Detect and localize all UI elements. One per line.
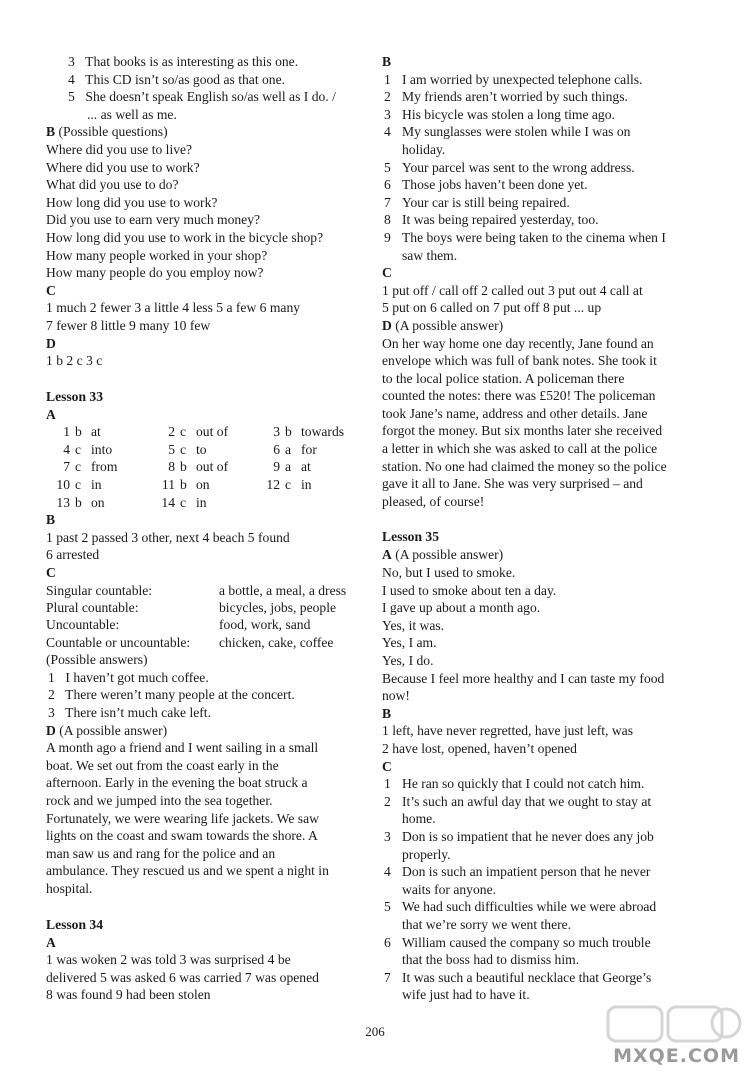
item-number: 7 (63, 459, 70, 475)
answer-line: 1 was woken 2 was told 3 was surprised 4 be (46, 952, 291, 968)
section-heading: D (46, 722, 56, 738)
list-item (382, 881, 712, 899)
section-heading: A (46, 934, 56, 950)
question-line: Where did you use to live? (46, 141, 193, 157)
item-letter: b (180, 477, 187, 493)
item-text: saw them. (402, 247, 458, 263)
item-text: Your car is still being repaired. (402, 194, 570, 210)
item-letter (285, 494, 301, 512)
question-line: How long did you use to work? (46, 194, 218, 210)
section-note: (Possible questions) (58, 124, 168, 140)
item-number: 7 (384, 969, 391, 985)
answer-line: 1 b 2 c 3 c (46, 353, 103, 369)
item-number: 6 (384, 934, 391, 950)
answer-line: delivered 5 was asked 6 was carried 7 was opened (46, 969, 319, 985)
list-item (382, 194, 712, 212)
lesson-34-title: Lesson 34 (46, 916, 104, 932)
list-item (382, 211, 712, 229)
section-heading: D (382, 317, 392, 333)
item-number: 11 (161, 477, 175, 493)
question-line: How many people do you employ now? (46, 265, 264, 281)
item-number: 8 (168, 459, 175, 475)
item-text: I am worried by unexpected telephone calls. (402, 71, 643, 87)
item-number (258, 494, 285, 512)
list-item (382, 828, 712, 846)
list-item: 1 I haven’t got much coffee. (48, 669, 209, 685)
table-row: Countable or uncountable: chicken, cake, coffee (46, 634, 334, 650)
answer-line: 1 past 2 passed 3 other, next 4 beach 5 found (46, 529, 290, 545)
answer-line: 6 arrested (46, 547, 100, 563)
item-letter: b (180, 459, 187, 475)
item-word: from (91, 459, 118, 475)
item-text: Don is so impatient that he never does any job (402, 828, 654, 844)
question-line: How long did you use to work in the bicycle shop? (46, 229, 324, 245)
list-item: 3 That books is as interesting as this one. (68, 54, 299, 69)
list-item (382, 916, 712, 934)
item-text: It’s such an awful day that we ought to stay at (402, 793, 652, 809)
question-line: What did you use to do? (46, 177, 179, 193)
item-text: It was being repaired yesterday, too. (402, 212, 599, 228)
item-number: 5 (168, 441, 175, 457)
list-item (382, 141, 712, 159)
item-word: out of (196, 459, 229, 475)
item-number: 1 (384, 776, 391, 792)
item-text: It was such a beautiful necklace that George’s (402, 969, 652, 985)
answer-line: Because I feel more healthy and I can taste my food (382, 670, 665, 686)
list-item (382, 159, 712, 177)
section-heading: B (382, 54, 392, 69)
section-heading: A (46, 406, 56, 422)
item-number: 2 (384, 793, 391, 809)
table-row: Singular countable: a bottle, a meal, a dress (46, 582, 347, 598)
list-item (382, 810, 712, 828)
list-item (382, 176, 712, 194)
item-word: at (301, 459, 311, 475)
item-word (301, 494, 363, 512)
item-text: home. (402, 811, 436, 827)
question-line: Where did you use to work? (46, 159, 200, 175)
table-row: Uncountable: food, work, sand (46, 617, 311, 633)
item-word: for (301, 441, 317, 457)
table-row (48, 494, 363, 512)
item-word: to (196, 441, 207, 457)
lesson-33-title: Lesson 33 (46, 388, 104, 404)
item-number: 1 (384, 71, 391, 87)
item-letter: c (180, 494, 187, 510)
item-word: towards (301, 424, 345, 440)
watermark-text: MXQE.COM (613, 1045, 740, 1067)
section-heading: A (382, 547, 392, 563)
item-letter: b (75, 424, 82, 440)
item-word: on (196, 477, 210, 493)
lesson-34-d-paragraph: On her way home one day recently, Jane found an envelope which was full of bank notes. She took it to the local police station. A policeman there counted the notes: there was £520! The policeman took Jane’s name, address and other details. Jane forgot the money. But six months later she received a letter in which she was asked to call at the police station. No one had claimed the money so the police gave it all to Jane. She was very surprised – and pleased, of course! (382, 335, 667, 509)
list-item (382, 951, 712, 969)
lesson-35-title: Lesson 35 (382, 529, 440, 545)
lesson-33-d-paragraph: A month ago a friend and I went sailing in a small boat. We set out from the coast early in the afternoon. Early in the evening the boat struck a rock and we jumped into the sea together. Fortunately, we were wearing life jackets. We saw lights on the coast and swam towards the shore. A man saw us and rang for the police and an ambulance. They rescued us and we spent a night in hospital. (46, 740, 329, 896)
list-item (382, 71, 712, 89)
section-heading: D (46, 335, 56, 351)
lesson-32-b (46, 123, 364, 281)
item-word: on (91, 494, 105, 510)
page-number: 206 (365, 1024, 385, 1039)
item-letter: a (285, 459, 292, 475)
item-text: that we’re sorry we went there. (402, 916, 572, 932)
answer-line: No, but I used to smoke. (382, 565, 516, 581)
left-column (46, 53, 364, 1004)
lesson-32-d (46, 335, 364, 370)
item-text: holiday. (402, 141, 446, 157)
lesson-34-b-list (382, 71, 712, 265)
right-column (382, 53, 712, 1004)
item-text: My sunglasses were stolen while I was on (402, 124, 631, 140)
section-note: (A possible answer) (59, 722, 168, 738)
section-heading: C (46, 565, 56, 581)
item-letter: c (180, 424, 187, 440)
answer-line: 2 have lost, opened, haven’t opened (382, 740, 577, 756)
answer-line: 5 put on 6 called on 7 put off 8 put ... up (382, 300, 602, 316)
item-number: 2 (168, 424, 175, 440)
item-number: 13 (56, 494, 70, 510)
item-text: The boys were being taken to the cinema when I (402, 229, 666, 245)
item-text: that the boss had to dismiss him. (402, 952, 580, 968)
item-number: 3 (384, 828, 391, 844)
item-text: waits for anyone. (402, 881, 496, 897)
lesson-32-c (46, 282, 364, 335)
answer-line: 8 was found 9 had been stolen (46, 987, 211, 1003)
section-heading: C (382, 265, 392, 281)
list-item: ... as well as me. (87, 106, 177, 122)
item-number: 9 (384, 229, 391, 245)
section-heading: B (46, 512, 56, 528)
section-note: (Possible answers) (46, 652, 148, 668)
answer-line: 1 much 2 fewer 3 a little 4 less 5 a few 6 many (46, 300, 301, 316)
item-number: 5 (384, 159, 391, 175)
item-text: His bicycle was stolen a long time ago. (402, 106, 615, 122)
item-text: He ran so quickly that I could not catch him. (402, 776, 645, 792)
table-row (48, 458, 363, 476)
item-letter: b (285, 424, 292, 440)
list-item: 4 This CD isn’t so/as good as that one. (68, 71, 286, 87)
item-letter: c (75, 459, 82, 475)
answer-line: Yes, it was. (382, 617, 445, 633)
item-number: 1 (63, 424, 70, 440)
answer-line: Yes, I do. (382, 653, 434, 668)
list-item (382, 88, 712, 106)
item-text: Those jobs haven’t been done yet. (402, 177, 588, 193)
list-item (382, 986, 712, 1004)
section-note: (A possible answer) (395, 547, 504, 563)
table-row (48, 476, 363, 494)
answer-line: 7 fewer 8 little 9 many 10 few (46, 317, 211, 333)
item-text: properly. (402, 846, 451, 862)
item-number: 4 (384, 124, 391, 140)
list-item (382, 934, 712, 952)
lesson-35-c-list (382, 775, 712, 1004)
section-note: (A possible answer) (395, 317, 504, 333)
item-word: into (91, 441, 113, 457)
list-item: 5 She doesn’t speak English so/as well as I do. / (68, 89, 336, 105)
section-heading: C (46, 282, 56, 298)
question-line: How many people worked in your shop? (46, 247, 268, 263)
item-letter: a (285, 441, 292, 457)
item-number: 4 (63, 441, 70, 457)
item-text: Don is such an impatient person that he never (402, 864, 651, 880)
answer-line: now! (382, 688, 410, 704)
list-item (382, 123, 712, 141)
item-number: 8 (384, 212, 391, 228)
item-letter: c (75, 441, 82, 457)
item-number: 14 (161, 494, 175, 510)
item-number: 10 (56, 477, 70, 493)
list-item (382, 247, 712, 265)
item-word: in (301, 477, 312, 493)
list-item (382, 969, 712, 987)
item-number: 7 (384, 194, 391, 210)
item-letter: c (75, 477, 82, 493)
noun-type-table (46, 582, 346, 652)
item-number: 6 (273, 441, 280, 457)
list-item: 3 There isn’t much cake left. (48, 705, 211, 721)
item-word: in (91, 477, 102, 493)
table-row (48, 423, 363, 441)
question-line: Did you use to earn very much money? (46, 212, 261, 228)
item-text: We had such difficulties while we were abroad (402, 899, 657, 915)
item-number: 3 (384, 106, 391, 122)
item-word: at (91, 424, 101, 440)
section-heading: C (382, 758, 392, 774)
table-row (48, 441, 363, 459)
item-text: Your parcel was sent to the wrong address. (402, 159, 635, 175)
list-item (382, 793, 712, 811)
item-number: 5 (384, 899, 391, 915)
list-item (382, 775, 712, 793)
item-text: My friends aren’t worried by such things. (402, 89, 628, 105)
list-item: 2 There weren’t many people at the concert. (48, 687, 295, 703)
list-item (382, 846, 712, 864)
lesson-33-a-grid (48, 423, 363, 511)
table-row: Plural countable: bicycles, jobs, people (46, 600, 337, 616)
item-word: out of (196, 424, 229, 440)
item-number: 9 (273, 459, 280, 475)
item-letter: c (180, 441, 187, 457)
answer-line: I gave up about a month ago. (382, 600, 541, 616)
lesson-32-a-continued (46, 53, 364, 123)
answer-line: 1 left, have never regretted, have just left, was (382, 723, 633, 739)
answer-line: I used to smoke about ten a day. (382, 582, 557, 598)
item-number: 6 (384, 177, 391, 193)
item-number: 2 (384, 89, 391, 105)
answer-line: Yes, I am. (382, 635, 437, 651)
answer-line: 1 put off / call off 2 called out 3 put out 4 call at (382, 282, 643, 298)
item-number: 4 (384, 864, 391, 880)
item-letter: b (75, 494, 82, 510)
list-item (382, 229, 712, 247)
item-number: 12 (266, 477, 280, 493)
list-item (382, 898, 712, 916)
item-text: William caused the company so much trouble (402, 934, 651, 950)
section-heading: B (46, 124, 56, 140)
item-text: wife just had to have it. (402, 987, 530, 1003)
item-number: 3 (273, 424, 280, 440)
section-heading: B (382, 705, 392, 721)
list-item (382, 863, 712, 881)
item-word: in (196, 494, 207, 510)
item-letter: c (285, 477, 292, 493)
list-item (382, 106, 712, 124)
